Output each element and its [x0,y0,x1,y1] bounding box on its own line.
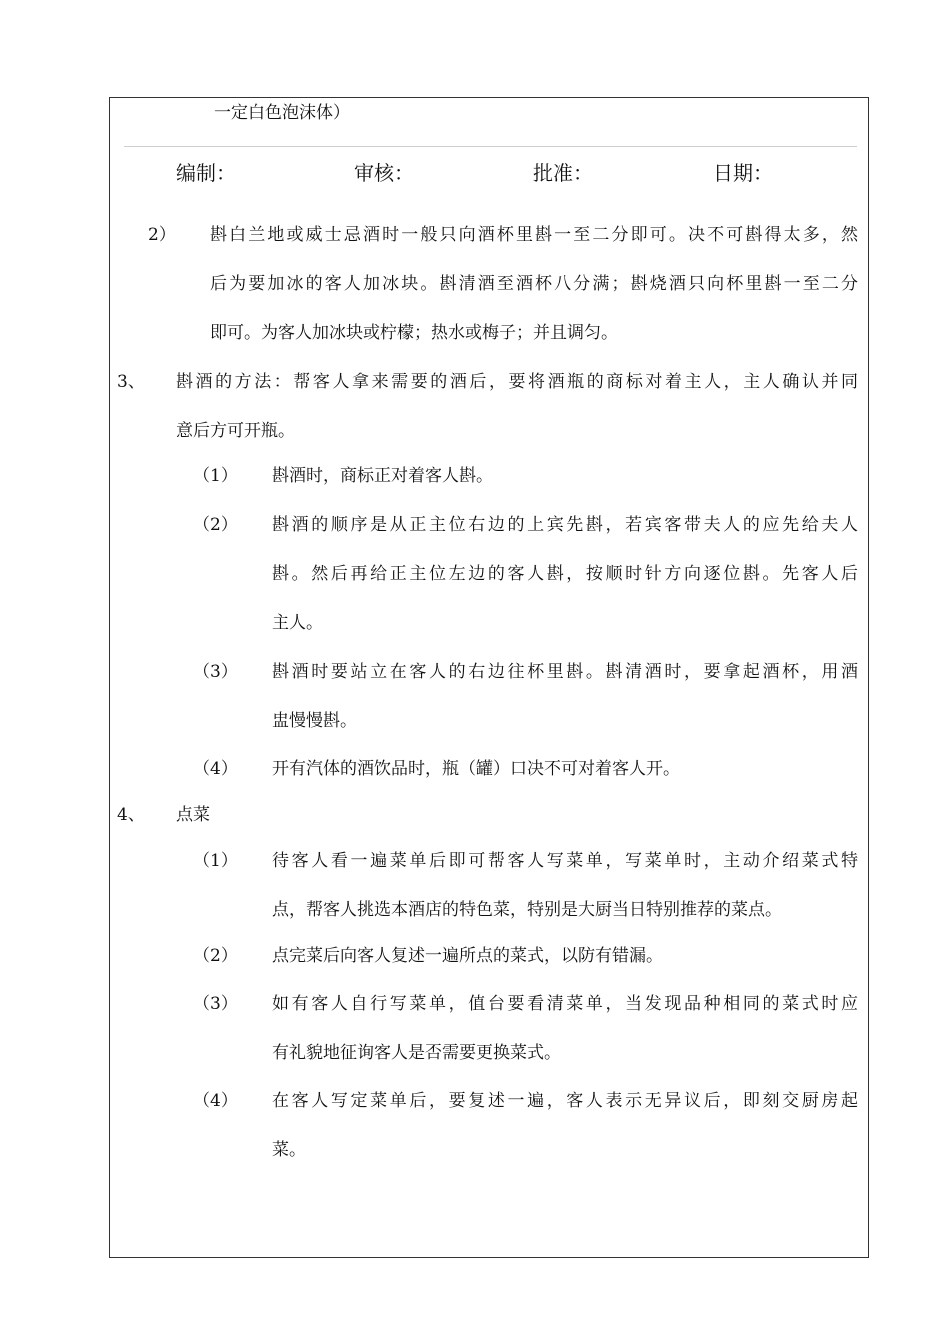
item2-line: 即可。为客人加冰块或柠檬；热水或梅子；并且调匀。 [210,323,618,343]
sub-number: （4） [193,759,238,779]
sub-line: 菜。 [272,1140,306,1160]
sub-line: 如有客人自行写菜单，值台要看清菜单，当发现品种相同的菜式时应 [272,994,858,1014]
sub-number: （1） [193,466,238,486]
sub-line: 点，帮客人挑选本酒店的特色菜，特别是大厨当日特别推荐的菜点。 [272,900,782,920]
sig-compile: 编制： [176,161,236,185]
sub-line: 开有汽体的酒饮品时，瓶（罐）口决不可对着客人开。 [272,759,680,779]
item2-line: 斟白兰地或威士忌酒时一般只向酒杯里斟一至二分即可。决不可斟得太多，然 [210,225,858,245]
sub-number: （3） [193,662,238,682]
sub-number: （2） [193,515,238,535]
section3-number: 3、 [117,372,145,392]
sub-number: （2） [193,946,238,966]
sub-line: 盅慢慢斟。 [272,711,357,731]
sub-line: 待客人看一遍菜单后即可帮客人写菜单，写菜单时，主动介绍菜式特 [272,851,858,871]
sig-review: 审核： [354,161,414,185]
sub-number: （3） [193,994,238,1014]
section3-line: 斟酒的方法：帮客人拿来需要的酒后，要将酒瓶的商标对着主人，主人确认并同 [176,372,858,392]
sig-date: 日期： [713,161,773,185]
section4-title: 点菜 [176,805,210,825]
sub-line: 点完菜后向客人复述一遍所点的菜式，以防有错漏。 [272,946,663,966]
sub-number: （1） [193,851,238,871]
sub-line: 主人。 [272,613,323,633]
section3-line: 意后方可开瓶。 [176,421,295,441]
sig-approve: 批准： [533,161,593,185]
item2-line: 后为要加冰的客人加冰块。斟清酒至酒杯八分满；斟烧酒只向杯里斟一至二分 [210,274,858,294]
top-line: 一定白色泡沫体） [214,103,350,123]
sub-line: 有礼貌地征询客人是否需要更换菜式。 [272,1043,561,1063]
sub-line: 斟酒时，商标正对着客人斟。 [272,466,493,486]
sub-line: 斟酒时要站立在客人的右边往杯里斟。斟清酒时，要拿起酒杯，用酒 [272,662,858,682]
divider [124,146,857,147]
sub-line: 斟。然后再给正主位左边的客人斟，按顺时针方向逐位斟。先客人后 [272,564,858,584]
sub-number: （4） [193,1091,238,1111]
sub-line: 斟酒的顺序是从正主位右边的上宾先斟，若宾客带夫人的应先给夫人 [272,515,858,535]
item2-number: 2） [148,225,176,245]
section4-number: 4、 [117,805,145,825]
sub-line: 在客人写定菜单后，要复述一遍，客人表示无异议后，即刻交厨房起 [272,1091,858,1111]
